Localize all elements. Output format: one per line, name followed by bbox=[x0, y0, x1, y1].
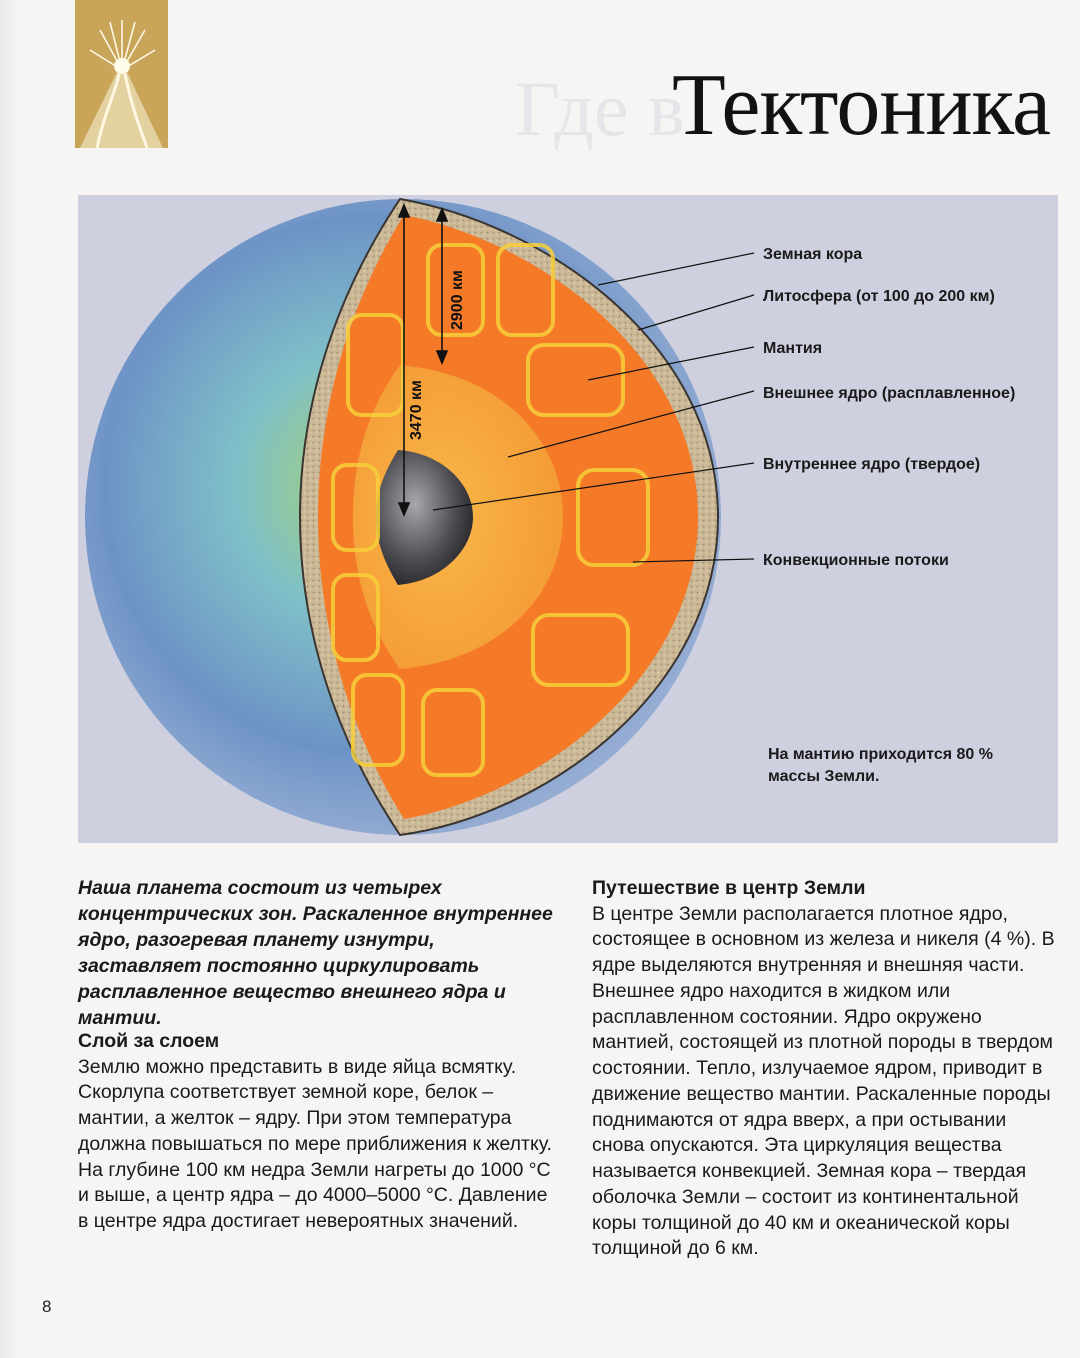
section-body-layers: Землю можно представить в виде яйца всмятку. Скорлупа соответствует земной коре, белок – мантии, а желток – ядру. При этом температура должна повышаться по мере приближения к желтку. На глубине 100 км недра Земли нагреты до 1000 °С и выше, а центр ядра – до 4000–5000 °С. Давление в центре ядра достигает невероятных значений. bbox=[78, 1055, 552, 1233]
page-number: 8 bbox=[42, 1297, 52, 1316]
label-outer-core: Внешнее ядро (расплавленное) bbox=[763, 385, 1016, 402]
section-title-layers: Слой за слоем bbox=[78, 1030, 220, 1052]
lead-paragraph: Наша планета состоит из четырех концентрических зон. Раскаленное внутреннее ядро, разогревая планету изнутри, заставляет постоянно циркулировать расплавленное вещество внешнего ядра и мантии. bbox=[78, 877, 553, 1029]
section-title-journey: Путешествие в центр Земли bbox=[592, 877, 866, 899]
section-body-journey: В центре Земли располагается плотное ядро, состоящее в основном из железа и никеля (4 %). В ядре выделяются внутренняя и внешняя части. Внешнее ядро находится в жидком или расплавленном состоянии. Ядро окружено мантией, состоящей из плотной породы в твердом состоянии. Тепло, излучаемое ядром, приводит в движение вещество мантии. Раскаленные породы поднимаются от ядра вверх, а при остывании снова опускаются. Эта циркуляция вещества называется конвекцией. Земная кора – твердая оболочка Земли – состоит из континентальной коры толщиной до 40 км и океанической коры толщиной до 6 км. bbox=[592, 902, 1055, 1260]
mantle-mass-note: На мантию приходится 80 % массы Земли. bbox=[768, 746, 993, 785]
background-ghost-title: Где в bbox=[515, 65, 685, 152]
label-inner-core: Внутреннее ядро (твердое) bbox=[763, 456, 981, 473]
depth-label-outer: 2900 км bbox=[449, 270, 466, 330]
section-layer-by-layer bbox=[78, 1029, 558, 1235]
section-journey-to-center bbox=[592, 876, 1062, 1262]
depth-label-core: 3470 км bbox=[408, 380, 425, 440]
earth-structure-diagram bbox=[78, 195, 1058, 843]
label-lithosphere: Литосфера (от 100 до 200 км) bbox=[763, 288, 995, 305]
label-convection-currents: Конвекционные потоки bbox=[763, 552, 949, 569]
volcano-logo-icon bbox=[75, 0, 168, 148]
label-mantle: Мантия bbox=[763, 340, 823, 357]
page-title: Тектоника bbox=[672, 57, 1051, 154]
label-earth-crust: Земная кора bbox=[763, 246, 863, 263]
